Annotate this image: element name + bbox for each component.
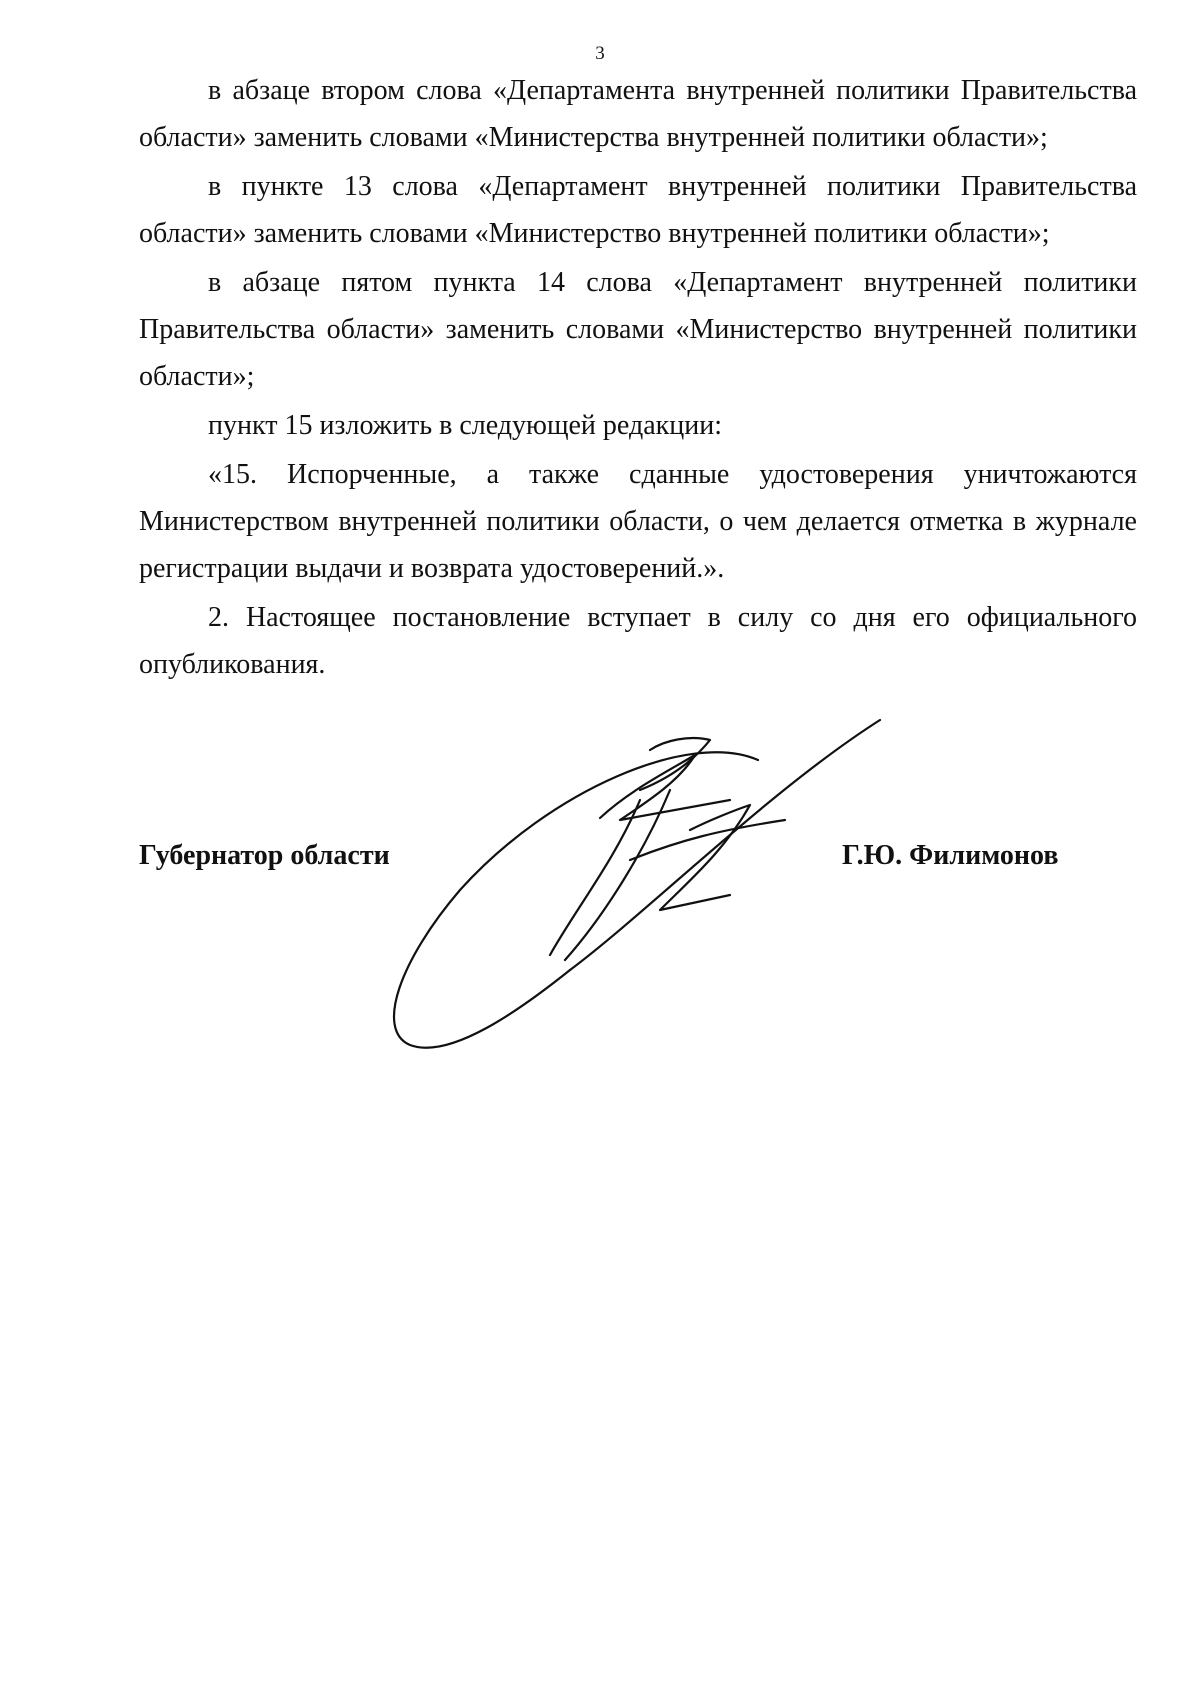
signatory-title: Губернатор области bbox=[139, 840, 390, 871]
paragraph: пункт 15 изложить в следующей редакции: bbox=[208, 410, 722, 441]
paragraph: 2. Настоящее постановление вступает в силу со дня его официального опубликования. bbox=[139, 602, 1137, 680]
handwritten-signature bbox=[390, 710, 970, 1060]
paragraph: «15. Испорченные, а также сданные удостоверения уничтожаются Министерством внутренней политики области, о чем делается отметка в журнале регистрации выдачи и возврата удостоверений.». bbox=[139, 459, 1137, 584]
signature-block bbox=[139, 840, 1137, 880]
document-body bbox=[139, 67, 1137, 690]
paragraph: в пункте 13 слова «Департамент внутренней политики Правительства области» заменить словами «Министерство внутренней политики области»; bbox=[139, 171, 1137, 249]
signatory-name: Г.Ю. Филимонов bbox=[842, 840, 1059, 871]
paragraph: в абзаце пятом пункта 14 слова «Департамент внутренней политики Правительства области» заменить словами «Министерство внутренней политики области»; bbox=[139, 267, 1137, 392]
paragraph: в абзаце втором слова «Департамента внутренней политики Правительства области» заменить словами «Министерства внутренней политики области»; bbox=[139, 75, 1137, 153]
page-number: 3 bbox=[595, 43, 605, 64]
